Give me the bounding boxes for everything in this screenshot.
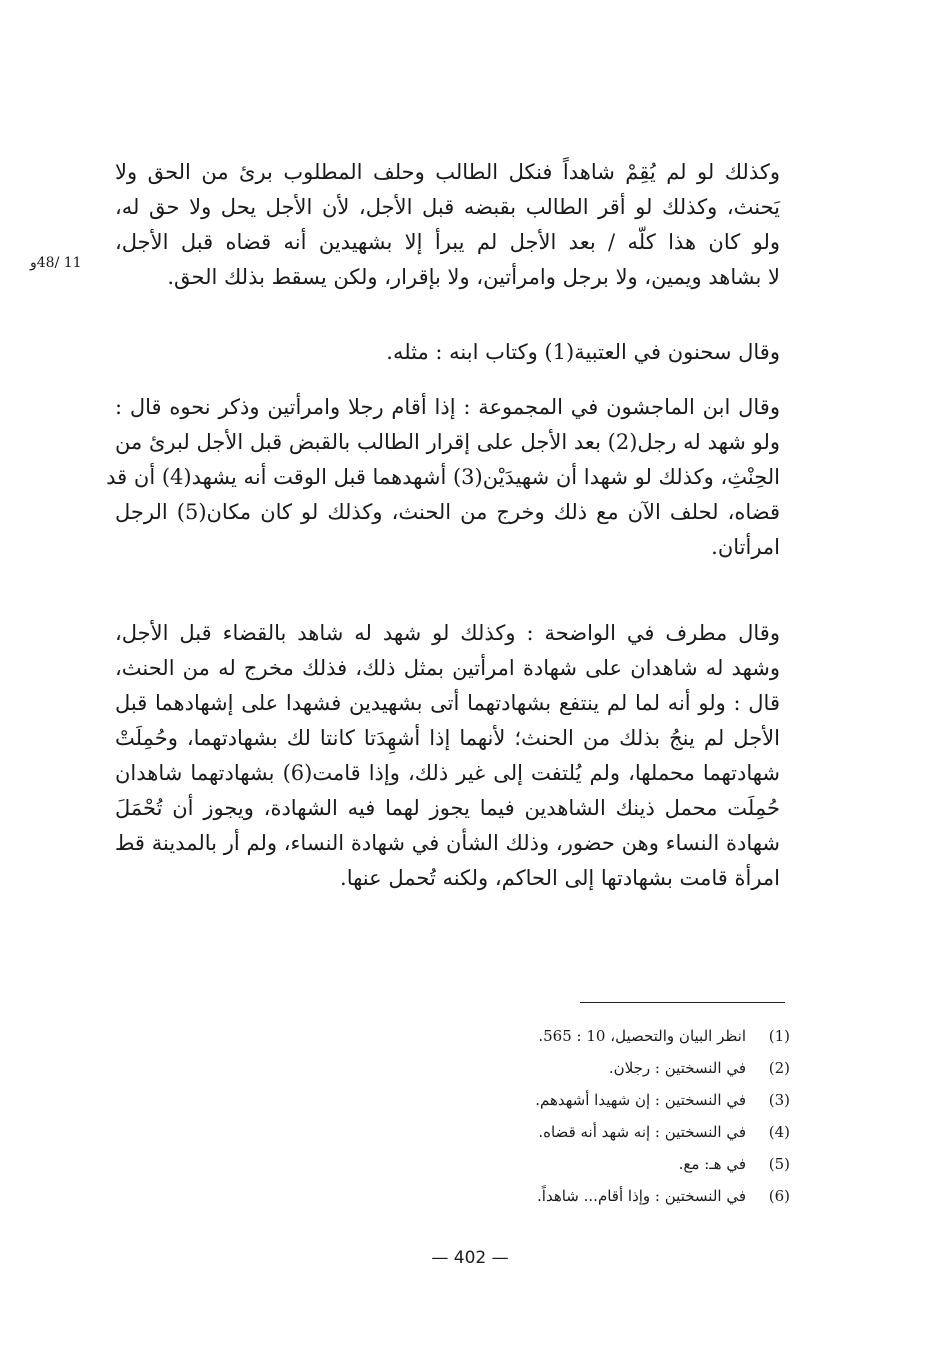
footnote-number: (5) [768, 1155, 790, 1173]
paragraph-2 [115, 335, 780, 370]
text-line: ولو كان هذا كلّه / بعد الأجل لم يبرأ إلا بشهيدين أنه قضاه قبل الأجل، [115, 230, 780, 254]
text-line: يَحنث، وكذلك لو أقر الطالب بقبضه قبل الأجل، لأن الأجل يحل ولا حق له، [115, 195, 780, 219]
text-line: وقال ابن الماجشون في المجموعة : إذا أقام رجلا وامرأتين وذكر نحوه قال : [115, 395, 780, 419]
footnote-number: (6) [768, 1187, 790, 1205]
text-line: الأجل لم ينجُ بذلك من الحنث؛ لأنهما إذا أشهِدَتا كانتا لك بشهادتهما، وحُمِلَتْ [115, 726, 780, 750]
text-line: شهادة النساء وهن حضور، وذلك الشأن في شهادة النساء، ولم أر بالمدينة قط [115, 831, 780, 855]
text-line: قضاه، لحلف الآن مع ذلك وخرج من الحنث، وكذلك لو كان مكان(5) الرجل [115, 500, 780, 524]
footnotes [440, 1020, 790, 1212]
text-line: وكذلك لو لم يُقِمْ شاهداً فنكل الطالب وحلف المطلوب برئ من الحق ولا [115, 160, 780, 184]
footnote-text: انظر البيان والتحصيل، 10 : 565. [538, 1027, 746, 1045]
footnote-text: في النسختين : إنه شهد أنه قضاه. [538, 1123, 746, 1141]
text-line: لا بشاهد ويمين، ولا برجل وامرأتين، ولا بإقرار، ولكن يسقط بذلك الحق. [167, 265, 780, 289]
footnote-separator [580, 1002, 785, 1003]
paragraph-4 [115, 616, 780, 896]
footnote [440, 1180, 790, 1212]
footnote-text: في النسختين : رجلان. [608, 1059, 746, 1077]
text-line: حُمِلَت محمل ذينك الشاهدين فيما يجوز لهما فيه الشهادة، ويجوز أن تُحْمَلَ [115, 796, 780, 820]
footnote [440, 1116, 790, 1148]
text-line: الحِنْثِ، وكذلك لو شهدا أن شهيدَيْن(3) أشهدهما قبل الوقت أنه يشهد(4) أن قد [106, 465, 780, 489]
footnote [440, 1148, 790, 1180]
footnote-text: في هـ: مع. [678, 1155, 746, 1173]
footnote-number: (2) [768, 1059, 790, 1077]
text-line: وقال سحنون في العتبية(1) وكتاب ابنه : مثله. [386, 340, 780, 364]
footnote-number: (3) [768, 1091, 790, 1109]
footnote [440, 1020, 790, 1052]
paragraph-3 [106, 390, 780, 565]
text-line: ولو شهد له رجل(2) بعد الأجل على إقرار الطالب بالقبض قبل الأجل لبرئ من [115, 430, 780, 454]
paragraph-1 [115, 155, 780, 295]
footnote-text: في النسختين : إن شهيدا أشهدهم. [535, 1091, 746, 1109]
manuscript-folio-reference: 11 /48و [30, 255, 82, 271]
footnote-number: (4) [768, 1123, 790, 1141]
text-line: امرأة قامت بشهادتها إلى الحاكم، ولكنه تُحمل عنها. [340, 866, 780, 890]
footnote [440, 1084, 790, 1116]
footnote-number: (1) [768, 1027, 790, 1045]
page-number: — 402 — [431, 1248, 509, 1268]
text-line: وشهد له شاهدان على شهادة امرأتين بمثل ذلك، فذلك مخرج له من الحنث، [115, 656, 780, 680]
text-line: وقال مطرف في الواضحة : وكذلك لو شهد له شاهد بالقضاء قبل الأجل، [115, 621, 780, 645]
text-line: امرأتان. [711, 535, 780, 559]
text-line: شهادتهما محملها، ولم يُلتفت إلى غير ذلك، وإذا قامت(6) بشهادتهما شاهدان [115, 761, 780, 785]
footnote [440, 1052, 790, 1084]
text-line: قال : ولو أنه لما لم ينتفع بشهادتهما أتى بشهيدين فشهدا على إشهادهما قبل [115, 691, 780, 715]
footnote-text: في النسختين : وإذا أقام... شاهداً. [537, 1187, 746, 1205]
